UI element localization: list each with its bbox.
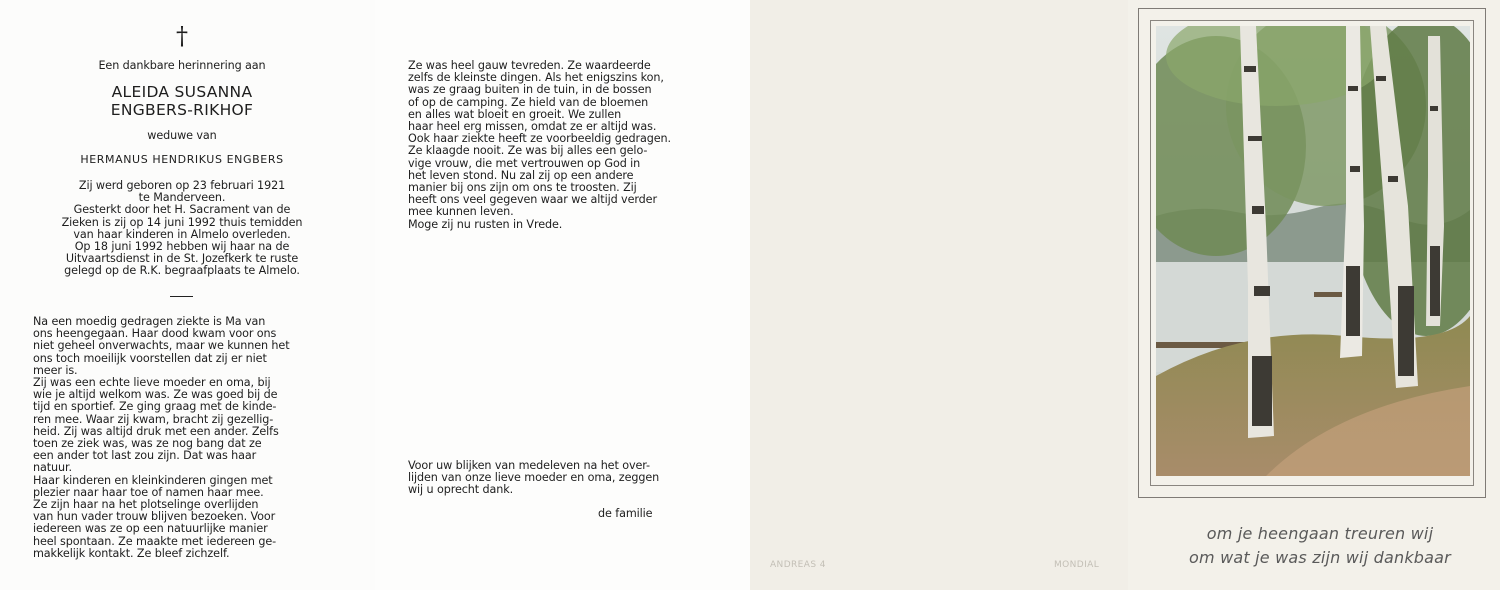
text-line: heel spontaan. Ze maakte met iedereen ge- xyxy=(33,534,277,548)
text-line: plezier naar haar toe of namen haar mee. xyxy=(33,485,264,499)
brand-mark-right: MONDIAL xyxy=(1054,560,1100,570)
text-line: iedereen was ze op een natuurlijke manier xyxy=(33,522,268,536)
text-line: natuur. xyxy=(33,461,72,475)
text-line: een ander tot last zou zijn. Dat was haar xyxy=(33,449,257,463)
memorial-text-left xyxy=(33,316,331,560)
text-line: Moge zij nu rusten in Vrede. xyxy=(408,217,563,231)
text-line: heeft ons veel gegeven waar we altijd verder xyxy=(408,193,657,207)
text-line: of op de camping. Ze hield van de bloemen xyxy=(408,95,649,109)
text-line: Voor uw blijken van medeleven na het over- xyxy=(408,459,650,472)
text-line: Na een moedig gedragen ziekte is Ma van xyxy=(33,315,266,328)
poem-line-1: om je heengaan treuren wij xyxy=(1206,524,1434,543)
widow-of-text: weduwe van xyxy=(147,129,217,142)
text-line: Zij was een echte lieve moeder en oma, bij xyxy=(33,376,271,390)
biography-line: Op 18 juni 1992 hebben wij haar na de xyxy=(74,240,290,254)
biography-line: te Manderveen. xyxy=(138,191,226,205)
text-line: vige vrouw, die met vertrouwen op God in xyxy=(408,156,641,170)
text-line: Ze was heel gauw tevreden. Ze waardeerde xyxy=(408,59,651,72)
text-line: wij u oprecht dank. xyxy=(408,483,514,497)
deceased-name-line2: ENGBERS-RIKHOF xyxy=(110,101,254,119)
text-line: mee kunnen leven. xyxy=(408,205,514,219)
text-line: niet geheel onverwachts, maar we kunnen het xyxy=(33,339,290,353)
text-line: ren mee. Waar zij kwam, bracht zij gezellig- xyxy=(33,412,274,426)
biography-line: Zij werd geboren op 23 februari 1921 xyxy=(78,179,286,192)
deceased-name-line1: ALEIDA SUSANNA xyxy=(111,83,253,101)
biography-line: Zieken is zij op 14 juni 1992 thuis temidden xyxy=(61,215,303,229)
text-line: toen ze ziek was, was ze nog bang dat ze xyxy=(33,437,262,451)
text-line: Ze zijn haar na het plotselinge overlijden xyxy=(33,498,259,512)
text-line: ons heengegaan. Haar dood kwam voor ons xyxy=(33,327,277,341)
text-line: Ook haar ziekte heeft ze voorbeeldig gedragen. xyxy=(408,132,671,146)
text-line: heid. Zij was altijd druk met een ander. Zelfs xyxy=(33,424,279,438)
intro-text: Een dankbare herinnering aan xyxy=(98,59,266,72)
birch-lake-photo xyxy=(1156,26,1470,476)
poem-line-2: om wat je was zijn wij dankbaar xyxy=(1189,548,1451,567)
text-line: Ze klaagde nooit. Ze was bij alles een gelo- xyxy=(408,144,648,158)
biography-line: Uitvaartsdienst in de St. Jozefkerk te ruste xyxy=(65,252,299,266)
text-line: en alles wat bloeit en groeit. We zullen xyxy=(408,107,622,121)
left-inner-page xyxy=(0,0,375,590)
husband-name: HERMANUS HENDRIKUS ENGBERS xyxy=(80,153,284,166)
back-cover xyxy=(750,0,1128,590)
thanks-text xyxy=(408,460,706,497)
landscape-illustration xyxy=(1156,26,1470,476)
text-line: meer is. xyxy=(33,363,78,377)
text-line: van hun vader trouw blijven bezoeken. Voor xyxy=(33,510,276,524)
text-line: tijd en sportief. Ze ging graag met de kinde- xyxy=(33,400,277,414)
text-line: manier bij ons zijn om ons te troosten. Zij xyxy=(408,181,637,195)
text-line: zelfs de kleinste dingen. Als het enigszins kon, xyxy=(408,71,664,85)
biography-line: gelegd op de R.K. begraafplaats te Almelo. xyxy=(64,264,300,278)
biography-line: van haar kinderen in Almelo overleden. xyxy=(73,227,291,241)
text-line: wie je altijd welkom was. Ze was goed bij de xyxy=(33,388,278,402)
biography-line: Gesterkt door het H. Sacrament van de xyxy=(73,203,291,217)
cross-symbol: † xyxy=(176,22,188,50)
text-line: was ze graag buiten in de tuin, in de bossen xyxy=(408,83,652,97)
text-line: ons toch moeilijk voorstellen dat zij er niet xyxy=(33,351,267,365)
text-line: het leven stond. Nu zal zij op een andere xyxy=(408,168,634,182)
text-line: makkelijk kontakt. Ze bleef zichzelf. xyxy=(33,546,230,560)
divider-rule xyxy=(170,296,193,297)
signature-text: de familie xyxy=(598,507,653,520)
memorial-text-right xyxy=(408,60,706,231)
text-line: haar heel erg missen, omdat ze er altijd was. xyxy=(408,120,657,134)
biography-dates xyxy=(60,180,304,278)
text-line: Haar kinderen en kleinkinderen gingen met xyxy=(33,473,273,487)
text-line: lijden van onze lieve moeder en oma, zeggen xyxy=(408,471,660,485)
brand-mark-left: ANDREAS 4 xyxy=(770,560,826,570)
